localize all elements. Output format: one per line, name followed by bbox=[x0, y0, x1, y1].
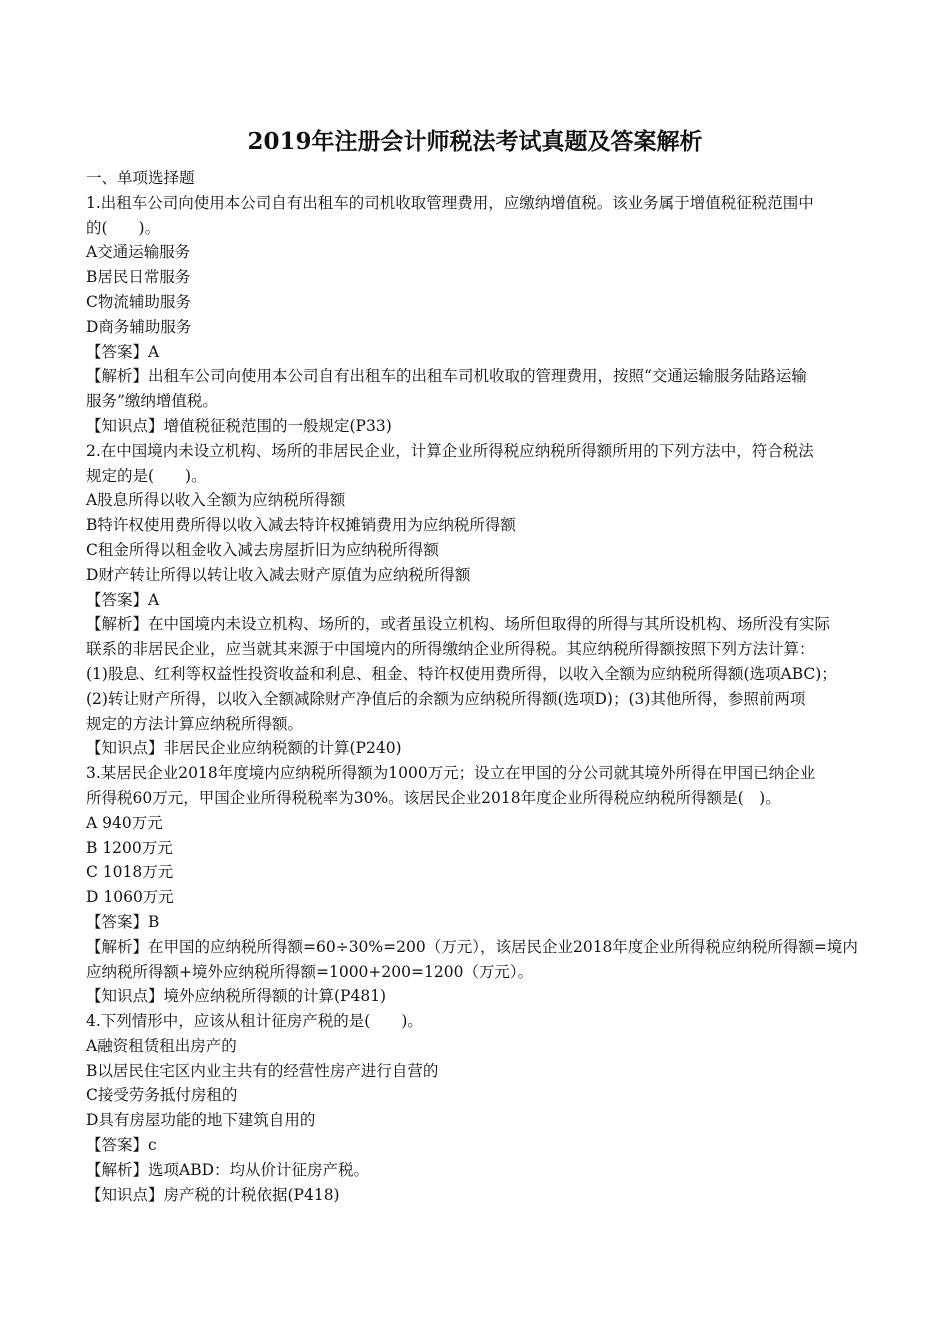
question-2-analysis-cont: (2)转让财产所得，以收入全额减除财产净值后的余额为应纳税所得额(选项D)；(3)其他所得，参照前两项 bbox=[86, 689, 806, 708]
page-title: 2019年注册会计师税法考试真题及答案解析 bbox=[247, 128, 703, 155]
question-3-text-cont: 所得税60万元，甲国企业所得税税率为30%。该居民企业2018年度企业所得税应纳税所得额是( )。 bbox=[86, 788, 781, 807]
question-4-answer: 【答案】c bbox=[86, 1136, 157, 1155]
question-3-option-d: D 1060万元 bbox=[86, 888, 174, 907]
question-4-option-c: C接受劳务抵付房租的 bbox=[86, 1086, 238, 1105]
question-1-text: 1.出租车公司向使用本公司自有出租车的司机收取管理费用，应缴纳增值税。该业务属于增值税征税范围中 bbox=[86, 193, 814, 212]
question-2-option-a: A股息所得以收入全额为应纳税所得额 bbox=[86, 491, 346, 510]
question-2-text-cont: 规定的是( )。 bbox=[86, 466, 207, 485]
question-2-text: 2.在中国境内未设立机构、场所的非居民企业，计算企业所得税应纳税所得额所用的下列方法中，符合税法 bbox=[86, 441, 814, 460]
question-3-text: 3.某居民企业2018年度境内应纳税所得额为1000万元；设立在甲国的分公司就其境外所得在甲国已纳企业 bbox=[86, 764, 816, 783]
question-4-option-d: D具有房屋功能的地下建筑自用的 bbox=[86, 1111, 316, 1130]
question-1-answer: 【答案】A bbox=[86, 342, 160, 361]
question-3-option-c: C 1018万元 bbox=[86, 863, 174, 882]
question-3-analysis: 【解析】在甲国的应纳税所得额=60÷30%=200（万元），该居民企业2018年度企业所得税应纳税所得额=境内 bbox=[86, 937, 858, 956]
question-4-text: 4.下列情形中，应该从租计征房产税的是( )。 bbox=[86, 1012, 423, 1031]
question-2-analysis-cont: (1)股息、红利等权益性投资收益和利息、租金、特许权使用费所得，以收入全额为应纳税所得额(选项ABC)； bbox=[86, 664, 837, 683]
question-2-option-b: B特许权使用费所得以收入减去特许权摊销费用为应纳税所得额 bbox=[86, 516, 516, 535]
question-2-option-d: D财产转让所得以转让收入减去财产原值为应纳税所得额 bbox=[86, 565, 471, 584]
question-4-analysis: 【解析】选项ABD：均从价计征房产税。 bbox=[86, 1160, 370, 1179]
question-3-answer: 【答案】B bbox=[86, 912, 160, 931]
question-1-option-b: B居民日常服务 bbox=[86, 268, 191, 287]
question-1-analysis-cont: 服务”缴纳增值税。 bbox=[86, 392, 218, 411]
question-4-option-b: B以居民住宅区内业主共有的经营性房产进行自营的 bbox=[86, 1061, 439, 1080]
question-2-knowledge-point: 【知识点】非居民企业应纳税额的计算(P240) bbox=[86, 739, 402, 758]
document-body bbox=[86, 166, 868, 1207]
question-3-knowledge-point: 【知识点】境外应纳税所得额的计算(P481) bbox=[86, 987, 387, 1006]
question-4-knowledge-point: 【知识点】房产税的计税依据(P418) bbox=[86, 1185, 340, 1204]
question-1-option-a: A交通运输服务 bbox=[86, 243, 191, 262]
question-1-option-c: C物流辅助服务 bbox=[86, 292, 191, 311]
question-4-option-a: A融资租赁租出房产的 bbox=[86, 1036, 237, 1055]
question-1-knowledge-point: 【知识点】增值税征税范围的一般规定(P33) bbox=[86, 416, 392, 435]
question-2-analysis-cont: 联系的非居民企业，应当就其来源于中国境内的所得缴纳企业所得税。其应纳税所得额按照下列方法计算： bbox=[86, 640, 815, 659]
question-2-analysis: 【解析】在中国境内未设立机构、场所的，或者虽设立机构、场所但取得的所得与其所设机构、场所没有实际 bbox=[86, 615, 831, 634]
question-1-analysis: 【解析】出租车公司向使用本公司自有出租车的出租车司机收取的管理费用，按照“交通运输服务陆路运输 bbox=[86, 367, 807, 386]
question-2-answer: 【答案】A bbox=[86, 590, 160, 609]
question-1-option-d: D商务辅助服务 bbox=[86, 317, 192, 336]
question-3-analysis-cont: 应纳税所得额+境外应纳税所得额=1000+200=1200（万元）。 bbox=[86, 962, 534, 981]
section-heading: 一、单项选择题 bbox=[86, 169, 195, 187]
question-2-option-c: C租金所得以租金收入减去房屋折旧为应纳税所得额 bbox=[86, 540, 439, 559]
question-3-option-a: A 940万元 bbox=[86, 813, 163, 832]
question-1-text-cont: 的( )。 bbox=[86, 218, 161, 237]
question-2-analysis-cont: 规定的方法计算应纳税所得额。 bbox=[86, 714, 304, 733]
question-3-option-b: B 1200万元 bbox=[86, 838, 173, 857]
